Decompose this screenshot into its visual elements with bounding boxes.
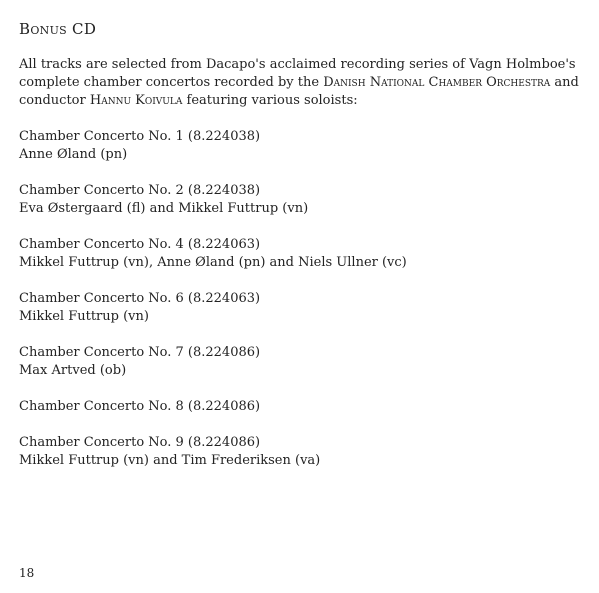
- track-entry: [19, 128, 584, 164]
- track-soloists: Mikkel Futtrup (vn): [19, 309, 149, 324]
- track-entry: [19, 290, 584, 326]
- track-entry: [19, 398, 584, 416]
- track-entry: [19, 344, 584, 380]
- track-soloists: Anne Øland (pn): [19, 147, 128, 162]
- track-title: Chamber Concerto No. 6 (8.224063): [19, 291, 261, 306]
- intro-text-1: All tracks are selected from Dacapo's acclaimed recording series of Vagn Holmboe's complete chamber concertos recorded by the: [19, 57, 576, 90]
- track-soloists: Max Artved (ob): [19, 363, 127, 378]
- track-entry: [19, 434, 584, 470]
- track-title: Chamber Concerto No. 2 (8.224038): [19, 183, 261, 198]
- track-title: Chamber Concerto No. 8 (8.224086): [19, 399, 261, 414]
- track-soloists: Mikkel Futtrup (vn) and Tim Frederiksen (va): [19, 453, 321, 468]
- track-title: Chamber Concerto No. 9 (8.224086): [19, 435, 261, 450]
- track-soloists: Eva Østergaard (fl) and Mikkel Futtrup (vn): [19, 201, 309, 216]
- track-entry: [19, 182, 584, 218]
- track-title: Chamber Concerto No. 1 (8.224038): [19, 129, 261, 144]
- orchestra-name: Danish National Chamber Orchestra: [323, 75, 551, 90]
- intro-paragraph: [19, 56, 584, 110]
- track-soloists: Mikkel Futtrup (vn), Anne Øland (pn) and Niels Ullner (vc): [19, 255, 407, 270]
- conductor-name: Hannu Koivula: [89, 93, 183, 108]
- track-title: Chamber Concerto No. 4 (8.224063): [19, 237, 261, 252]
- intro-text-3: featuring various soloists:: [182, 93, 358, 108]
- track-title: Chamber Concerto No. 7 (8.224086): [19, 345, 261, 360]
- track-entry: [19, 236, 584, 272]
- booklet-page: [19, 18, 584, 488]
- page-number: 18: [19, 566, 35, 580]
- section-heading: Bonus CD: [19, 20, 97, 38]
- intro-text-2: and conductor: [19, 75, 579, 108]
